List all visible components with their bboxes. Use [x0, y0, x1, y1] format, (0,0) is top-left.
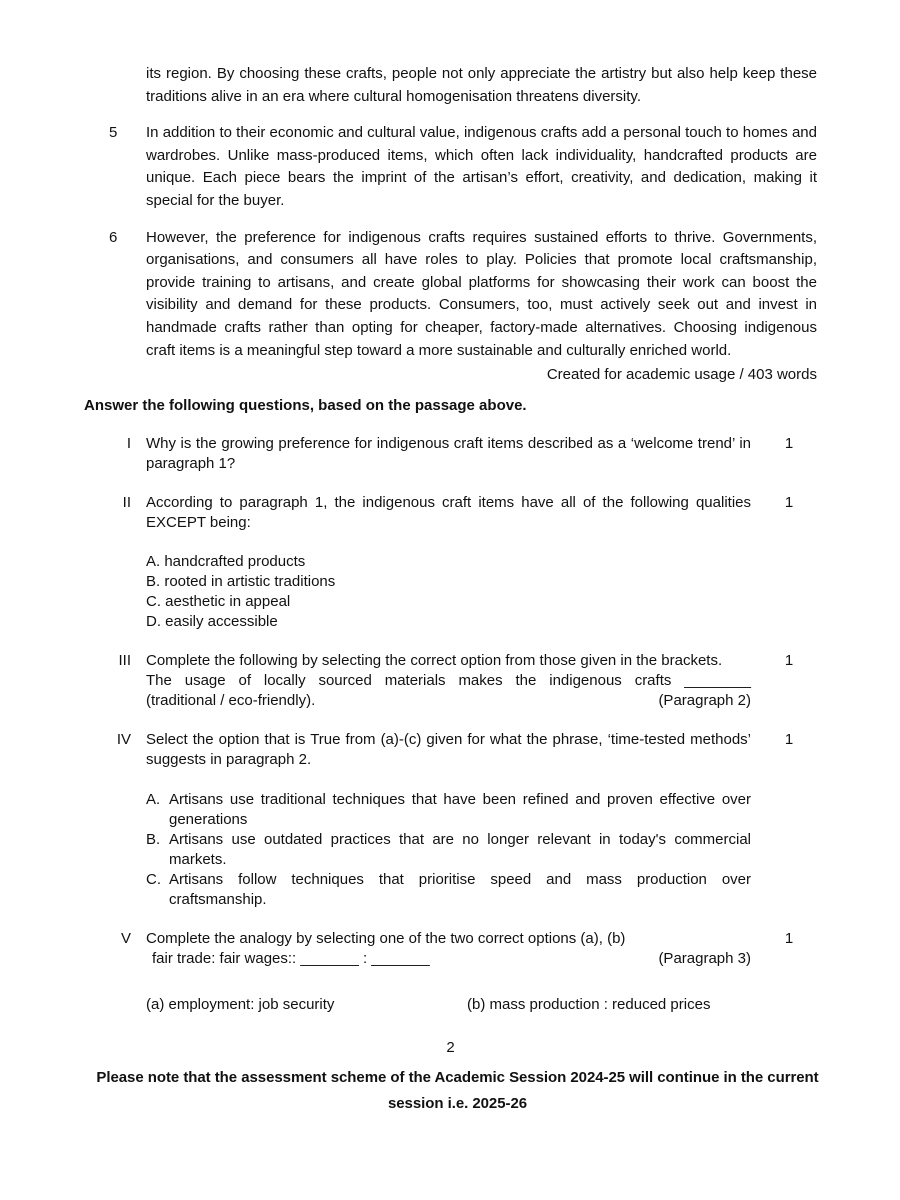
option-c-label: C.: [146, 871, 161, 889]
question-2-marks: 1: [784, 494, 794, 512]
option-c-text: Artisans follow techniques that prioritise speed and mass production over craftsmanship.: [169, 871, 751, 909]
paragraph-number-empty: [84, 63, 146, 108]
question-2: [84, 493, 817, 632]
question-1-body: [146, 434, 751, 474]
gutter: [131, 493, 146, 632]
passage-attribution: Created for academic usage / 403 words: [546, 366, 817, 384]
reading-passage: [84, 63, 817, 387]
question-2-body: [146, 493, 751, 632]
option-b: B. rooted in artistic traditions: [146, 573, 336, 591]
question-5-numeral: V: [120, 930, 131, 948]
question-3-numeral: III: [118, 652, 131, 670]
question-4: [84, 730, 817, 910]
option-c: [146, 870, 751, 910]
gutter: [131, 730, 146, 910]
footer-note: Please note that the assessment scheme of the Academic Session 2024-25 will continue in the current session i.e. 2025-26: [96, 1069, 819, 1113]
question-5-options: [146, 995, 751, 1015]
question-1-marks: 1: [784, 435, 794, 453]
option-a: [146, 790, 751, 830]
bracket-options: (traditional / eco-friendly).: [146, 692, 316, 710]
question-2-numeral: II: [122, 494, 131, 512]
gutter: [131, 651, 146, 711]
question-2-text: According to paragraph 1, the indigenous craft items have all of the following qualities EXCEPT being:: [146, 494, 751, 532]
question-3-fill-line: The usage of locally sourced materials makes the indigenous crafts ________: [146, 672, 751, 690]
gutter: [131, 929, 146, 1015]
questions-list: [84, 434, 817, 1015]
passage-paragraph-continuation: [84, 63, 817, 108]
question-3-bracket-line: [146, 691, 751, 711]
question-3-body: [146, 651, 751, 711]
paragraph-number: 5: [109, 124, 118, 142]
question-5-text: Complete the analogy by selecting one of the two correct options (a), (b): [146, 930, 626, 948]
question-4-text: Select the option that is True from (a)-(c) given for what the phrase, ‘time-tested methods’ suggests in paragraph 2.: [146, 731, 751, 769]
question-1-numeral: I: [126, 435, 131, 453]
passage-paragraph-5: [84, 122, 817, 212]
option-c: C. aesthetic in appeal: [146, 593, 291, 611]
question-4-body: [146, 730, 751, 910]
question-5: [84, 929, 817, 1015]
option-b: (b) mass production : reduced prices: [467, 996, 711, 1014]
passage-paragraph-6: [84, 227, 817, 363]
analogy-text: fair trade: fair wages:: _______ : _______: [152, 950, 430, 968]
option-a-text: Artisans use traditional techniques that have been refined and proven effective over generations: [169, 791, 751, 829]
option-a-label: A.: [146, 791, 161, 809]
question-4-numeral: IV: [116, 731, 131, 749]
question-5-body: [146, 929, 751, 1015]
paragraph-text: its region. By choosing these crafts, people not only appreciate the artistry but also help keep these traditions alive in an era where cultural homogenisation threatens diversity.: [146, 65, 817, 105]
question-4-marks: 1: [784, 731, 794, 749]
paragraph-reference: (Paragraph 2): [658, 692, 751, 710]
option-b-text: Artisans use outdated practices that are no longer relevant in today's commercial markets.: [169, 831, 751, 869]
option-b: [146, 830, 751, 870]
option-a: (a) employment: job security: [146, 996, 335, 1014]
option-a: A. handcrafted products: [146, 553, 306, 571]
question-1: [84, 434, 817, 474]
paragraph-text: However, the preference for indigenous crafts requires sustained efforts to thrive. Governments, organisations, and consumers all have roles to play. Policies that promote local craftsmanship, provide training to artisans, and create global platforms for showcasing their work can boost the visibility and demand for these products. Consumers, too, must actively seek out and invest in handmade crafts rather than opting for cheaper, factory-made alternatives. Choosing indigenous craft items is a meaningful step toward a more sustainable and culturally enriched world.: [146, 228, 817, 359]
gutter: [131, 434, 146, 474]
question-2-options: [146, 552, 751, 632]
question-4-options: [146, 790, 751, 910]
paragraph-number: 6: [109, 228, 118, 246]
question-3: [84, 651, 817, 711]
paragraph-reference: (Paragraph 3): [658, 950, 751, 968]
question-3-marks: 1: [784, 652, 794, 670]
question-5-marks: 1: [784, 930, 794, 948]
question-1-text: Why is the growing preference for indigenous craft items described as a ‘welcome trend’ in paragraph 1?: [146, 435, 751, 473]
option-d: D. easily accessible: [146, 613, 278, 631]
option-b-label: B.: [146, 831, 161, 849]
paragraph-text: In addition to their economic and cultural value, indigenous crafts add a personal touch to homes and wardrobes. Unlike mass-produced items, which often lack individuality, handcrafted products are unique. Each piece bears the imprint of the artisan’s effort, creativity, and dedication, making it special for the buyer.: [146, 124, 817, 209]
question-3-text: Complete the following by selecting the correct option from those given in the brackets.: [146, 652, 723, 670]
page-number: 2: [446, 1039, 455, 1057]
question-5-analogy-line: [146, 949, 751, 969]
section-instruction: Answer the following questions, based on the passage above.: [84, 396, 527, 414]
